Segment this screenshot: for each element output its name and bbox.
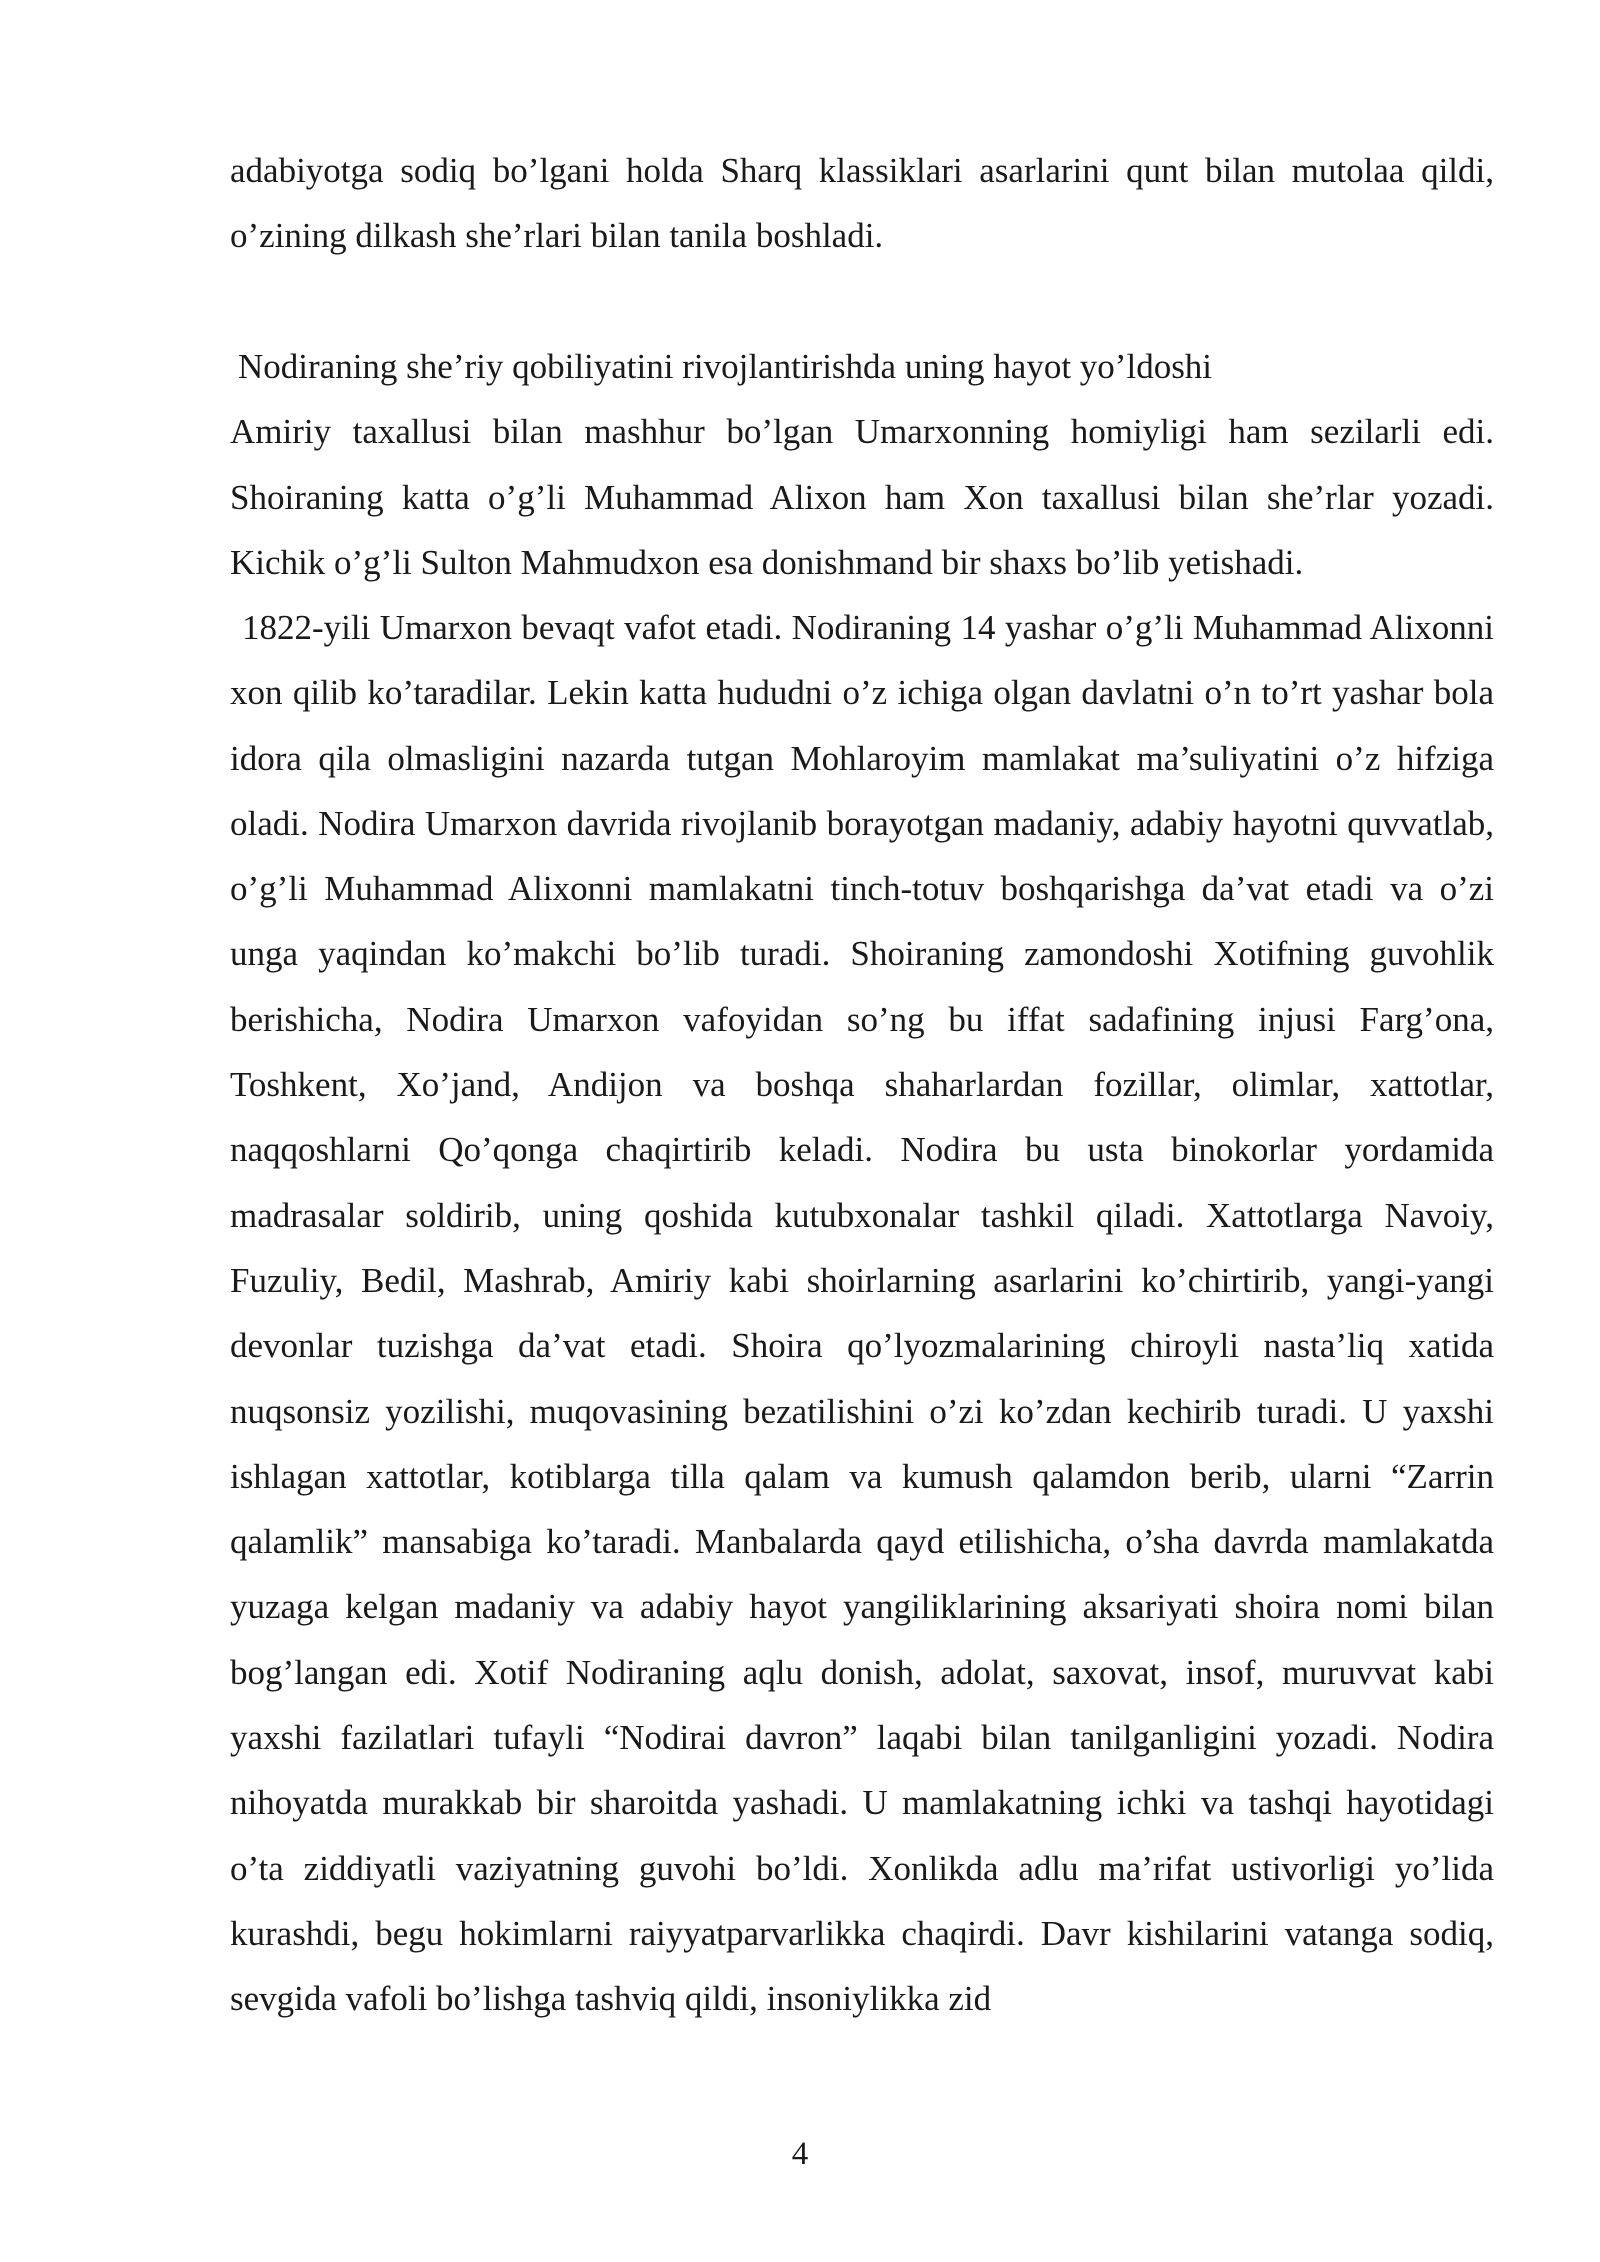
paragraph-2-first-line: Nodiraning she’riy qobiliyatini rivojlantirishda uning hayot yo’ldoshi xyxy=(238,347,1213,386)
paragraph-1: adabiyotga sodiq bo’lgani holda Sharq klassiklari asarlarini qunt bilan mutolaa qildi, o’zining dilkash she’rlari bilan tanila boshladi. xyxy=(230,151,1494,256)
paragraph-2-body: Amiriy taxallusi bilan mashhur bo’lgan Umarxonning homiyligi ham sezilarli edi. Shoiraning katta o’g’li Muhammad Alixon ham Xon taxallusi bilan she’rlar yozadi. Kichik o’g’li Sulton Mahmudxon esa donishmand bir shaxs bo’lib yetishadi. xyxy=(230,412,1494,582)
paragraph-2 xyxy=(230,334,1494,595)
page-number: 4 xyxy=(791,2136,809,2172)
paragraph-3: 1822-yili Umarxon bevaqt vafot etadi. Nodiraning 14 yashar o’g’li Muhammad Alixonni xon qilib ko’taradilar. Lekin katta hududni o’z ichiga olgan davlatni o’n to’rt yashar bola idora qila olmasligini nazarda tutgan Mohlaroyim mamlakat ma’suliyatini o’z hifziga oladi. Nodira Umarxon davrida rivojlanib borayotgan madaniy, adabiy hayotni quvvatlab, o’g’li Muhammad Alixonni mamlakatni tinch-totuv boshqarishga da’vat etadi va o’zi unga yaqindan ko’makchi bo’lib turadi. Shoiraning zamondoshi Xotifning guvohlik berishicha, Nodira Umarxon vafoyidan so’ng bu iffat sadafining injusi Farg’ona, Toshkent, Xo’jand, Andijon va boshqa shaharlardan fozillar, olimlar, xattotlar, naqqoshlarni Qo’qonga chaqirtirib keladi. Nodira bu usta binokorlar yordamida madrasalar soldirib, uning qoshida kutubxonalar tashkil qiladi. Xattotlarga Navoiy, Fuzuliy, Bedil, Mashrab, Amiriy kabi shoirlarning asarlarini ko’chirtirib, yangi-yangi devonlar tuzishga da’vat etadi. Shoira qo’lyozmalarining chiroyli nasta’liq xatida nuqsonsiz yozilishi, muqovasining bezatilishini o’zi ko’zdan kechirib turadi. U yaxshi ishlagan xattotlar, kotiblarga tilla qalam va kumush qalamdon berib, ularni “Zarrin qalamlik” mansabiga ko’taradi. Manbalarda qayd etilishicha, o’sha davrda mamlakatda yuzaga kelgan madaniy va adabiy hayot yangiliklarining aksariyati shoira nomi bilan bog’langan edi. Xotif Nodiraning aqlu donish, adolat, saxovat, insof, muruvvat kabi yaxshi fazilatlari tufayli “Nodirai davron” laqabi bilan tanilganligini yozadi. Nodira nihoyatda murakkab bir sharoitda yashadi. U mamlakatning ichki va tashqi hayotidagi o’ta ziddiyatli vaziyatning guvohi bo’ldi. Xonlikda adlu ma’rifat ustivorligi yo’lida kurashdi, begu hokimlarni raiyyatparvarlikka chaqirdi. Davr kishilarini vatanga sodiq, sevgida vafoli bo’lishga tashviq qildi, insoniylikka zid xyxy=(230,608,1494,2019)
